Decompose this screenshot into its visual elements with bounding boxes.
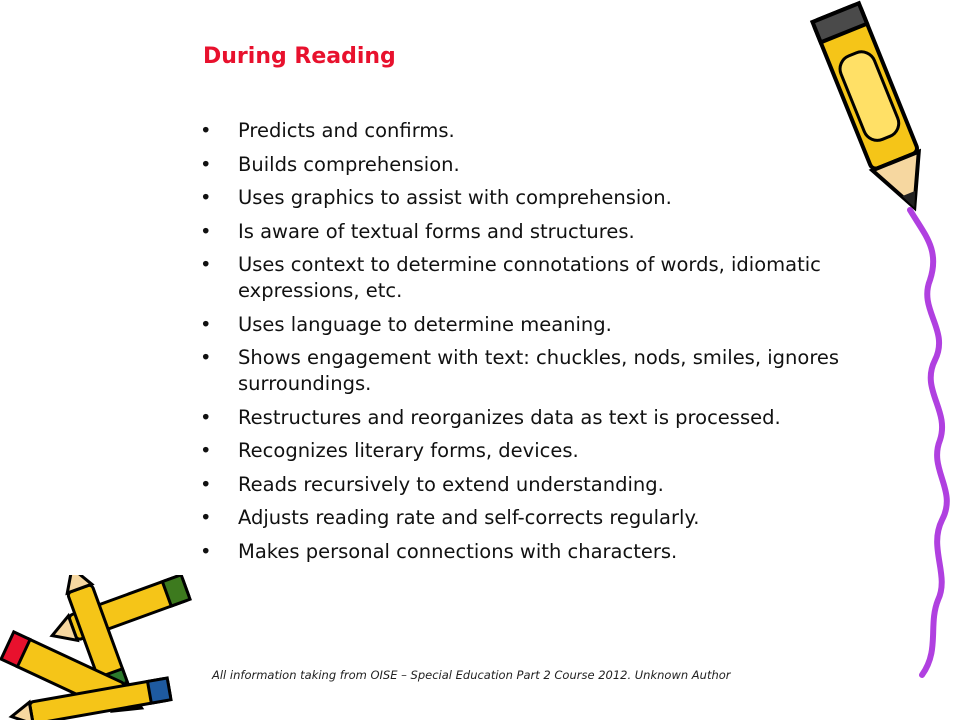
list-item-text: Reads recursively to extend understanding. bbox=[238, 472, 664, 496]
list-item-text: Predicts and confirms. bbox=[238, 119, 455, 142]
bullet-icon: • bbox=[200, 312, 212, 336]
list-item bbox=[200, 405, 860, 431]
list-item bbox=[200, 185, 860, 211]
bullet-icon: • bbox=[200, 506, 212, 529]
list-item bbox=[200, 539, 860, 565]
list-item bbox=[200, 312, 860, 338]
bullet-icon: • bbox=[200, 539, 212, 563]
list-item bbox=[200, 505, 860, 531]
list-item bbox=[200, 118, 860, 144]
list-item bbox=[200, 438, 860, 464]
list-item-text: Builds comprehension. bbox=[238, 152, 460, 176]
bullet-list bbox=[200, 118, 860, 572]
bullet-icon: • bbox=[200, 152, 212, 176]
list-item bbox=[200, 219, 860, 245]
list-item-text: Uses graphics to assist with comprehension. bbox=[238, 186, 672, 209]
list-item-text: Is aware of textual forms and structures. bbox=[238, 219, 635, 243]
bullet-icon: • bbox=[200, 186, 212, 209]
bullet-icon: • bbox=[200, 405, 212, 429]
list-item-text: Uses language to determine meaning. bbox=[238, 312, 612, 336]
footer-note: All information taking from OISE – Special Education Part 2 Course 2012. Unknown Author bbox=[212, 668, 731, 682]
list-item-text: Recognizes literary forms, devices. bbox=[238, 439, 579, 462]
list-item bbox=[200, 472, 860, 498]
slide-title: During Reading bbox=[203, 44, 396, 69]
list-item bbox=[200, 345, 860, 397]
list-item-text: Adjusts reading rate and self-corrects regularly. bbox=[238, 506, 700, 529]
bullet-icon: • bbox=[200, 253, 212, 276]
pencils-icon bbox=[0, 575, 200, 720]
list-item-text: Makes personal connections with characters. bbox=[238, 539, 678, 563]
bullet-icon: • bbox=[200, 219, 212, 243]
bullet-icon: • bbox=[200, 119, 212, 142]
list-item-text: Restructures and reorganizes data as text is processed. bbox=[238, 405, 781, 429]
list-item-text: Shows engagement with text: chuckles, nods, smiles, ignores surroundings. bbox=[238, 346, 840, 395]
pencil-icon bbox=[800, 0, 960, 720]
bullet-icon: • bbox=[200, 346, 212, 369]
bullet-icon: • bbox=[200, 439, 212, 462]
list-item bbox=[200, 252, 860, 304]
bullet-icon: • bbox=[200, 472, 212, 496]
list-item-text: Uses context to determine connotations of words, idiomatic expressions, etc. bbox=[238, 253, 821, 302]
list-item bbox=[200, 152, 860, 178]
